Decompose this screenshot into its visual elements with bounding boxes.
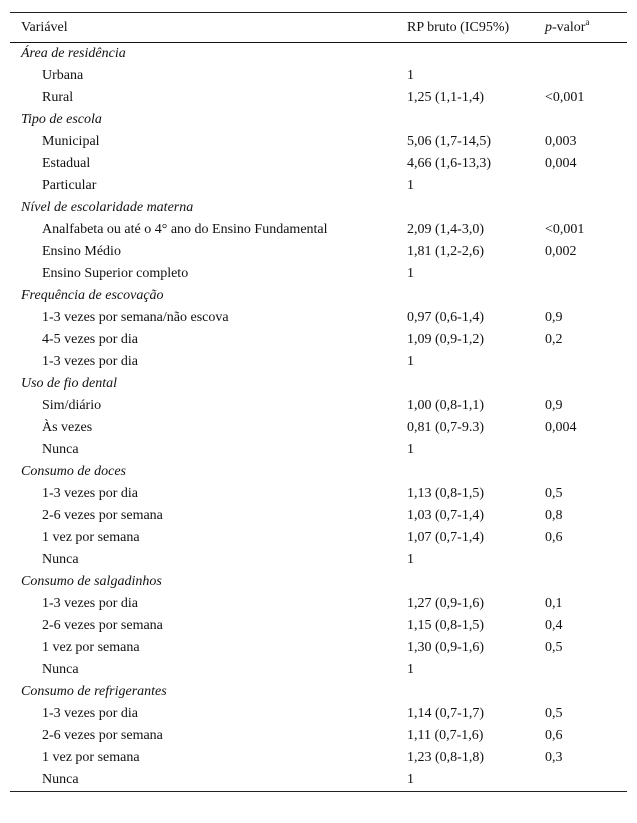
row-rp-value: 1 xyxy=(407,178,414,193)
row-rp-value: 2,09 (1,4-3,0) xyxy=(407,222,484,237)
row-label: Nunca xyxy=(42,772,79,787)
header-row xyxy=(10,13,627,42)
row-rp-value: 1,07 (0,7-1,4) xyxy=(407,530,484,545)
row-label: 2-6 vezes por semana xyxy=(42,508,163,523)
row-label: Ensino Médio xyxy=(42,244,121,259)
row-rp-value: 1,27 (0,9-1,6) xyxy=(407,596,484,611)
table-row xyxy=(10,549,627,571)
table-row xyxy=(10,637,627,659)
group-label: Consumo de doces xyxy=(21,464,126,479)
header-p-suffix: -valor xyxy=(552,20,586,35)
row-label: 1-3 vezes por dia xyxy=(42,486,139,501)
table-row xyxy=(10,329,627,351)
row-label: 1-3 vezes por semana/não escova xyxy=(42,310,229,325)
row-label: Nunca xyxy=(42,552,79,567)
table-row xyxy=(10,219,627,241)
row-rp-value: 1 xyxy=(407,266,414,281)
table-row xyxy=(10,703,627,725)
row-p-value xyxy=(533,659,627,681)
row-label: Municipal xyxy=(42,134,100,149)
table-row xyxy=(10,87,627,109)
row-p-value: 0,6 xyxy=(545,728,563,743)
row-p-value: 0,4 xyxy=(545,618,563,633)
row-label: Nunca xyxy=(42,662,79,677)
table-row xyxy=(10,175,627,197)
table-row xyxy=(10,615,627,637)
row-p-value: 0,5 xyxy=(545,640,563,655)
group-row xyxy=(10,461,627,483)
row-p-value: 0,002 xyxy=(545,244,577,259)
row-rp-value: 1,03 (0,7-1,4) xyxy=(407,508,484,523)
row-label: 1-3 vezes por dia xyxy=(42,354,139,369)
group-label: Consumo de refrigerantes xyxy=(21,684,167,699)
row-rp-value: 1,25 (1,1-1,4) xyxy=(407,90,484,105)
row-label: Rural xyxy=(42,90,74,105)
row-p-value xyxy=(533,351,627,373)
table-row xyxy=(10,307,627,329)
table-row xyxy=(10,659,627,681)
row-p-value: 0,5 xyxy=(545,486,563,501)
row-label: Nunca xyxy=(42,442,79,457)
row-label: Ensino Superior completo xyxy=(42,266,189,281)
row-rp-value: 1,00 (0,8-1,1) xyxy=(407,398,484,413)
header-p-footnote: a xyxy=(585,17,590,27)
row-rp-value: 0,97 (0,6-1,4) xyxy=(407,310,484,325)
table-row xyxy=(10,483,627,505)
table-header xyxy=(10,13,627,42)
row-rp-value: 5,06 (1,7-14,5) xyxy=(407,134,491,149)
row-p-value xyxy=(533,439,627,461)
header-p-letter: p xyxy=(545,20,552,35)
row-label: Às vezes xyxy=(42,420,93,435)
row-rp-value: 1,13 (0,8-1,5) xyxy=(407,486,484,501)
row-label: 2-6 vezes por semana xyxy=(42,728,163,743)
table-row xyxy=(10,527,627,549)
group-row xyxy=(10,373,627,395)
group-label: Área de residência xyxy=(21,46,126,61)
group-label: Frequência de escovação xyxy=(21,288,164,303)
prevalence-ratio-table-body xyxy=(10,43,627,791)
row-label: Estadual xyxy=(42,156,91,171)
row-p-value xyxy=(533,65,627,87)
row-rp-value: 0,81 (0,7-9.3) xyxy=(407,420,484,435)
table-row xyxy=(10,395,627,417)
row-rp-value: 1 xyxy=(407,552,414,567)
row-label: 1 vez por semana xyxy=(42,530,140,545)
group-label: Tipo de escola xyxy=(21,112,102,127)
row-p-value: 0,2 xyxy=(545,332,563,347)
row-label: 2-6 vezes por semana xyxy=(42,618,163,633)
header-rp: RP bruto (IC95%) xyxy=(407,20,510,35)
row-rp-value: 1 xyxy=(407,354,414,369)
group-row xyxy=(10,197,627,219)
row-p-value: 0,003 xyxy=(545,134,577,149)
results-table-container xyxy=(10,12,627,792)
row-p-value: 0,3 xyxy=(545,750,563,765)
group-row xyxy=(10,285,627,307)
table-row xyxy=(10,725,627,747)
row-p-value: 0,9 xyxy=(545,398,563,413)
row-rp-value: 1,11 (0,7-1,6) xyxy=(407,728,484,743)
row-rp-value: 1,23 (0,8-1,8) xyxy=(407,750,484,765)
row-p-value: 0,5 xyxy=(545,706,563,721)
row-label: Particular xyxy=(42,178,97,193)
row-rp-value: 1,30 (0,9-1,6) xyxy=(407,640,484,655)
row-label: 1-3 vezes por dia xyxy=(42,706,139,721)
row-rp-value: 1,09 (0,9-1,2) xyxy=(407,332,484,347)
row-label: Analfabeta ou até o 4° ano do Ensino Fundamental xyxy=(42,222,328,237)
table-row xyxy=(10,505,627,527)
row-rp-value: 1 xyxy=(407,772,414,787)
row-rp-value: 1,15 (0,8-1,5) xyxy=(407,618,484,633)
group-label: Consumo de salgadinhos xyxy=(21,574,162,589)
row-p-value xyxy=(533,769,627,791)
row-rp-value: 1,14 (0,7-1,7) xyxy=(407,706,484,721)
group-row xyxy=(10,43,627,65)
table-row xyxy=(10,153,627,175)
table-row xyxy=(10,131,627,153)
table-body xyxy=(10,43,627,791)
row-p-value xyxy=(533,549,627,571)
row-label: 1 vez por semana xyxy=(42,750,140,765)
row-rp-value: 1 xyxy=(407,442,414,457)
row-p-value: 0,004 xyxy=(545,156,577,171)
row-rp-value: 1,81 (1,2-2,6) xyxy=(407,244,484,259)
row-p-value xyxy=(533,263,627,285)
group-label: Uso de fio dental xyxy=(21,376,118,391)
row-p-value: <0,001 xyxy=(545,90,585,105)
row-p-value: 0,9 xyxy=(545,310,563,325)
row-p-value: 0,1 xyxy=(545,596,563,611)
row-label: 1 vez por semana xyxy=(42,640,140,655)
prevalence-ratio-table xyxy=(10,13,627,42)
row-label: 1-3 vezes por dia xyxy=(42,596,139,611)
table-row xyxy=(10,439,627,461)
table-row xyxy=(10,351,627,373)
row-rp-value: 4,66 (1,6-13,3) xyxy=(407,156,491,171)
group-row xyxy=(10,681,627,703)
table-row xyxy=(10,241,627,263)
row-label: Urbana xyxy=(42,68,84,83)
table-row xyxy=(10,747,627,769)
table-bottom-rule xyxy=(10,791,627,792)
row-rp-value: 1 xyxy=(407,662,414,677)
group-row xyxy=(10,109,627,131)
row-p-value: 0,004 xyxy=(545,420,577,435)
table-row xyxy=(10,769,627,791)
table-row xyxy=(10,593,627,615)
row-p-value xyxy=(533,175,627,197)
group-row xyxy=(10,571,627,593)
row-p-value: 0,8 xyxy=(545,508,563,523)
row-p-value: <0,001 xyxy=(545,222,585,237)
header-p-value xyxy=(533,13,627,42)
row-label: 4-5 vezes por dia xyxy=(42,332,139,347)
row-rp-value: 1 xyxy=(407,68,414,83)
row-label: Sim/diário xyxy=(42,398,102,413)
header-variable: Variável xyxy=(21,20,68,35)
table-row xyxy=(10,417,627,439)
table-row xyxy=(10,65,627,87)
table-row xyxy=(10,263,627,285)
row-p-value: 0,6 xyxy=(545,530,563,545)
group-label: Nível de escolaridade materna xyxy=(21,200,194,215)
